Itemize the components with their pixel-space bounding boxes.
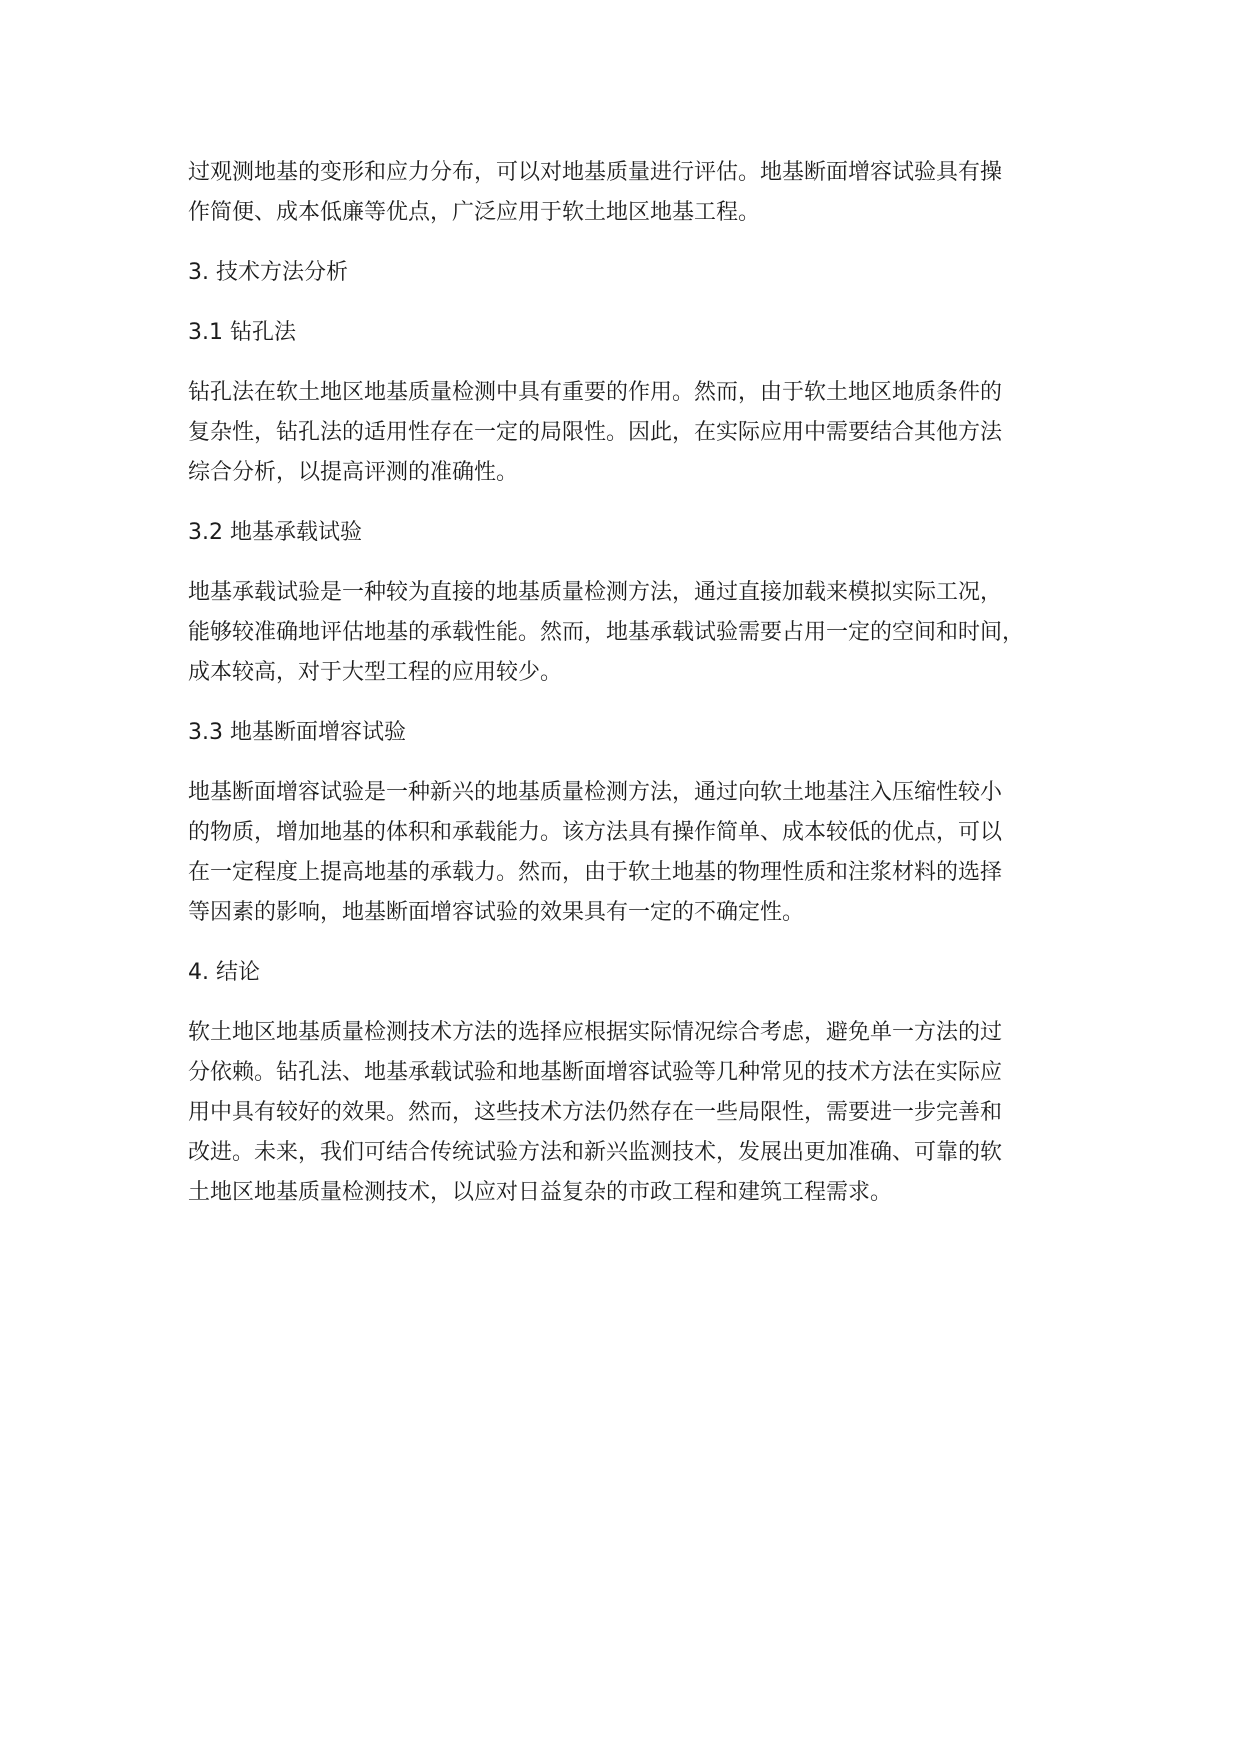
section-heading-4 [188,953,1088,993]
text-line: 等因素的影响，地基断面增容试验的效果具有一定的不确定性。 [188,900,805,925]
text-line: 在一定程度上提高地基的承载力。然而，由于软土地基的物理性质和注浆材料的选择 [188,860,1003,885]
heading-text: 4. 结论 [188,960,260,985]
section-heading-3-2 [188,513,1088,553]
paragraph-conclusion [188,1013,1088,1213]
text-line: 成本较高，对于大型工程的应用较少。 [188,660,563,685]
text-line: 软土地区地基质量检测技术方法的选择应根据实际情况综合考虑，避免单一方法的过 [188,1020,1003,1045]
text-line: 作简便、成本低廉等优点，广泛应用于软土地区地基工程。 [188,200,761,225]
paragraph-drilling [188,373,1088,493]
text-line: 改进。未来，我们可结合传统试验方法和新兴监测技术，发展出更加准确、可靠的软 [188,1140,1003,1165]
section-heading-3-3 [188,713,1088,753]
text-line: 钻孔法在软土地区地基质量检测中具有重要的作用。然而，由于软土地区地质条件的 [188,380,1003,405]
text-line: 复杂性，钻孔法的适用性存在一定的局限性。因此，在实际应用中需要结合其他方法 [188,420,1003,445]
text-line: 过观测地基的变形和应力分布，可以对地基质量进行评估。地基断面增容试验具有操 [188,160,1003,185]
heading-text: 3.2 地基承载试验 [188,520,362,545]
text-line: 土地区地基质量检测技术，以应对日益复杂的市政工程和建筑工程需求。 [188,1180,893,1205]
text-line: 地基承载试验是一种较为直接的地基质量检测方法，通过直接加载来模拟实际工况， [188,580,1003,605]
section-heading-3 [188,253,1088,293]
text-line: 的物质，增加地基的体积和承载能力。该方法具有操作简单、成本较低的优点，可以 [188,820,1003,845]
paragraph-section-enlargement [188,773,1088,933]
text-line: 综合分析，以提高评测的准确性。 [188,460,519,485]
text-line: 用中具有较好的效果。然而，这些技术方法仍然存在一些局限性，需要进一步完善和 [188,1100,1003,1125]
heading-text: 3. 技术方法分析 [188,260,348,285]
text-line: 能够较准确地评估地基的承载性能。然而，地基承载试验需要占用一定的空间和时间， [188,620,1025,645]
heading-text: 3.3 地基断面增容试验 [188,720,406,745]
paragraph-bearing-test [188,573,1088,693]
paragraph-intro [188,153,1088,233]
text-line: 分依赖。钻孔法、地基承载试验和地基断面增容试验等几种常见的技术方法在实际应 [188,1060,1003,1085]
heading-text: 3.1 钻孔法 [188,320,296,345]
section-heading-3-1 [188,313,1088,353]
text-line: 地基断面增容试验是一种新兴的地基质量检测方法，通过向软土地基注入压缩性较小 [188,780,1003,805]
document-body [188,153,1088,1213]
